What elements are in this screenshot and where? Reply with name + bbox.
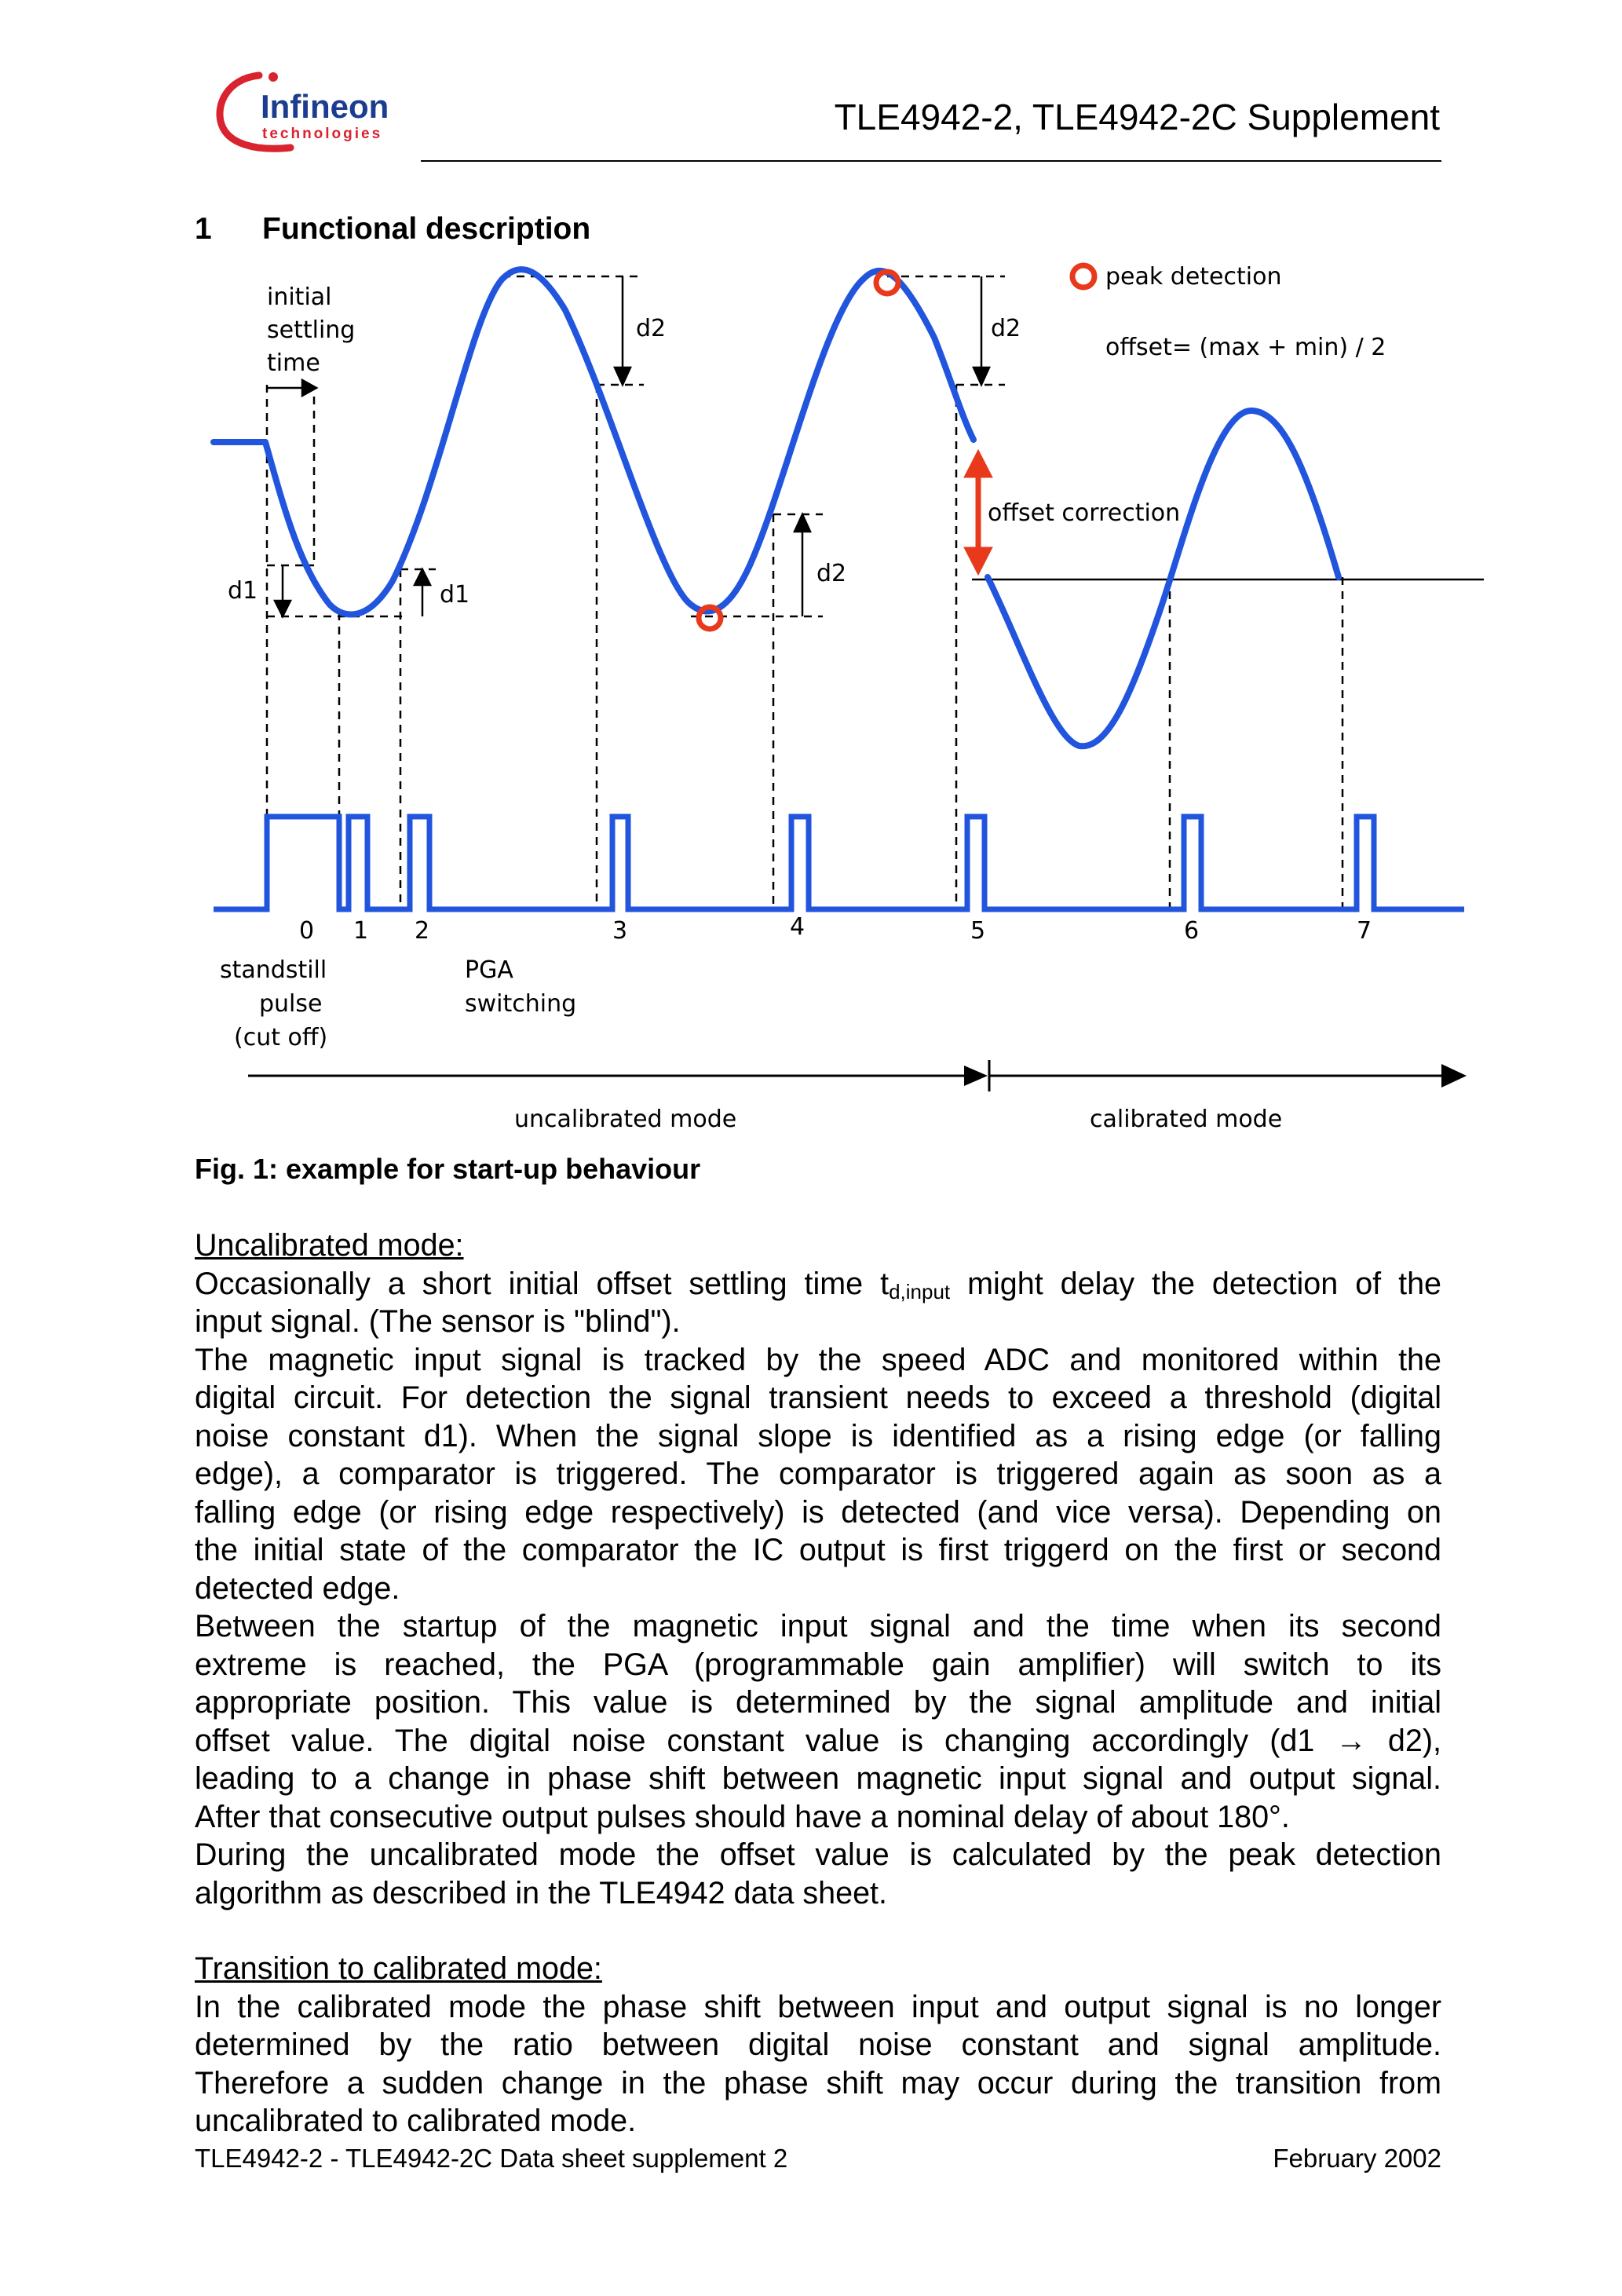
section-number: 1	[195, 212, 212, 246]
label-offset-correction: offset correction	[988, 499, 1181, 527]
label-switching: switching	[465, 990, 577, 1018]
paragraph-line: digital circuit. For detection the signal transient needs to exceed a threshold (digital	[195, 1380, 1441, 1415]
paragraph-line: During the uncalibrated mode the offset value is calculated by the peak detection	[195, 1837, 1441, 1872]
paragraph-line: the initial state of the comparator the IC output is first triggerd on the first or second	[195, 1533, 1441, 1567]
pulse-number-6: 6	[1184, 917, 1200, 945]
paragraph-line: algorithm as described in the TLE4942 data sheet.	[195, 1875, 887, 1910]
transition-section	[195, 1950, 1441, 2141]
paragraph-line: appropriate position. This value is determined by the signal amplitude and initial	[195, 1685, 1441, 1720]
pulse-number-0: 0	[299, 917, 315, 945]
d1-right-arrow	[415, 569, 430, 585]
legend-peak-marker	[1072, 265, 1094, 287]
label-standstill: standstill	[220, 956, 327, 984]
d2-right-arrow	[974, 367, 989, 385]
pulse-number-3: 3	[612, 917, 628, 945]
uncalibrated-heading: Uncalibrated mode:	[195, 1228, 464, 1263]
paragraph-line: Therefore a sudden change in the phase shift may occur during the transition from	[195, 2065, 1441, 2100]
paragraph-line: After that consecutive output pulses should have a nominal delay of about 180°.	[195, 1799, 1290, 1834]
label-peak-detection: peak detection	[1105, 263, 1282, 291]
paragraph-line: falling edge (or rising edge respectively) is detected (and vice versa). Depending on	[195, 1494, 1441, 1530]
paragraph-line: Occasionally a short initial offset settling time $t_{d,input}$ might delay the detection of the	[195, 1266, 1441, 1303]
paragraph-line: edge), a comparator is triggered. The comparator is triggered again as soon as a	[195, 1457, 1441, 1491]
pulse-number-2: 2	[415, 917, 430, 945]
paragraph-line: The magnetic input signal is tracked by the speed ADC and monitored within the	[195, 1342, 1441, 1377]
figure-caption: Fig. 1: example for start-up behaviour	[195, 1153, 701, 1185]
paragraph-line: extreme is reached, the PGA (programmable gain amplifier) will switch to its	[195, 1647, 1441, 1682]
label-cut-off: (cut off)	[234, 1024, 328, 1051]
d2-left-arrow	[615, 367, 630, 385]
paragraph-line: detected edge.	[195, 1570, 400, 1606]
paragraph-line: offset value. The digital noise constant value is changing accordingly (d1 → d2),	[195, 1723, 1441, 1758]
section-title: Functional description	[262, 212, 591, 246]
startup-behaviour-figure	[0, 0, 1622, 1146]
label-uncalibrated-mode: uncalibrated mode	[514, 1106, 737, 1133]
label-d1-left: d1	[228, 577, 258, 605]
label-initial: initial	[267, 283, 332, 311]
paragraph-line: determined by the ratio between digital noise constant and signal amplitude.	[195, 2027, 1441, 2062]
calibrated-signal-waveform	[988, 411, 1339, 746]
label-d2-top-right: d2	[991, 315, 1021, 342]
paragraph-line: input signal. (The sensor is "blind").	[195, 1304, 681, 1339]
paragraph-line: In the calibrated mode the phase shift between input and output signal is no longer	[195, 1989, 1441, 2024]
d2-mid-arrow	[795, 514, 810, 532]
label-pulse: pulse	[259, 990, 323, 1018]
d1-left-arrow	[275, 601, 290, 616]
label-settling: settling	[267, 316, 356, 344]
pulse-number-4: 4	[790, 913, 806, 941]
paragraph-line: Between the startup of the magnetic input signal and the time when its second	[195, 1609, 1441, 1643]
pulse-number-7: 7	[1357, 917, 1372, 945]
footer-document-name: TLE4942-2 - TLE4942-2C Data sheet supplement 2	[195, 2144, 788, 2173]
label-time: time	[267, 349, 320, 377]
label-d1-right: d1	[440, 581, 470, 609]
logo-text: Infineon	[261, 88, 389, 125]
uncalibrated-mode-section	[195, 1227, 1441, 1912]
footer-date: February 2002	[1273, 2144, 1441, 2173]
paragraph-line: noise constant d1). When the signal slope is identified as a rising edge (or falling	[195, 1418, 1441, 1453]
pulse-number-1: 1	[353, 917, 369, 945]
label-d2-top-left: d2	[636, 315, 667, 342]
label-pga: PGA	[465, 956, 513, 984]
document-title: TLE4942-2, TLE4942-2C Supplement	[834, 97, 1440, 137]
label-d2-mid: d2	[816, 560, 847, 587]
transition-heading: Transition to calibrated mode:	[195, 1951, 602, 1986]
paragraph-line: leading to a change in phase shift between magnetic input signal and output signal.	[195, 1761, 1441, 1796]
paragraph-line: uncalibrated to calibrated mode.	[195, 2104, 637, 2138]
label-calibrated-mode: calibrated mode	[1090, 1106, 1283, 1133]
pulse-number-5: 5	[970, 917, 986, 945]
settling-time-arrow-head	[302, 380, 316, 396]
label-offset-formula: offset= (max + min) / 2	[1105, 334, 1386, 361]
logo-subtext: technologies	[262, 126, 383, 142]
